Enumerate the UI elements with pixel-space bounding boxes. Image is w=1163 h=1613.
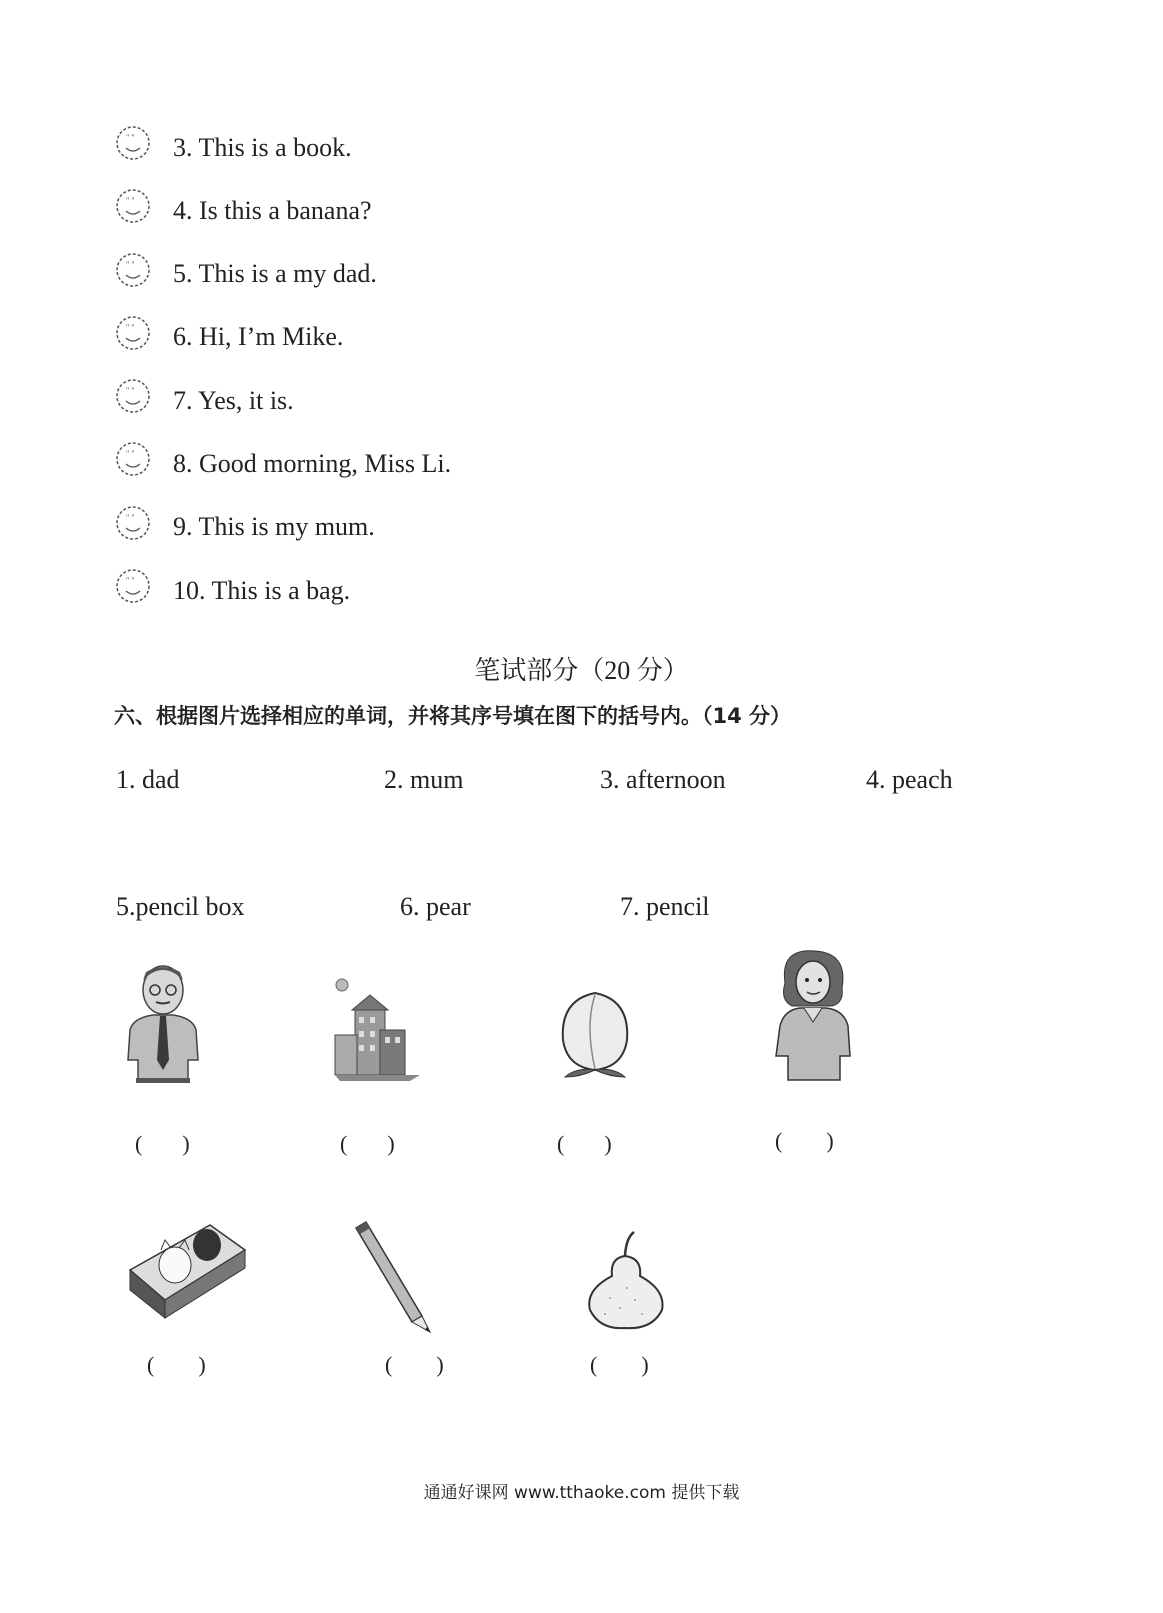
answer-paren[interactable]: ( ) bbox=[385, 1352, 444, 1377]
word-option: 5.pencil box bbox=[116, 892, 245, 921]
word-option: 2. mum bbox=[384, 765, 464, 794]
word-option: 6. pear bbox=[400, 892, 471, 921]
written-section-title: 笔试部分（20 分） bbox=[474, 656, 689, 685]
listening-item-6: 6. Hi, I’m Mike. bbox=[173, 322, 344, 351]
listening-item-8: 8. Good morning, Miss Li. bbox=[173, 449, 452, 478]
smiley-face-icon bbox=[114, 251, 152, 289]
smiley-face-icon bbox=[114, 124, 152, 162]
svg-text:" ": " " bbox=[126, 323, 135, 332]
pear-icon bbox=[580, 1228, 670, 1333]
answer-paren[interactable]: ( ) bbox=[135, 1131, 190, 1156]
word-option: 4. peach bbox=[866, 765, 953, 794]
svg-text:" ": " " bbox=[126, 513, 135, 522]
listening-item-5: 5. This is a my dad. bbox=[173, 259, 377, 288]
svg-text:" ": " " bbox=[126, 576, 135, 585]
dad-man-icon bbox=[118, 960, 208, 1085]
smiley-face-icon bbox=[114, 187, 152, 225]
smiley-face-icon bbox=[114, 440, 152, 478]
svg-text:" ": " " bbox=[126, 196, 135, 205]
svg-text:" ": " " bbox=[126, 260, 135, 269]
svg-text:" ": " " bbox=[126, 449, 135, 458]
svg-text:" ": " " bbox=[126, 133, 135, 142]
answer-paren[interactable]: ( ) bbox=[590, 1352, 649, 1377]
pencil-box-icon bbox=[125, 1210, 250, 1330]
footer: 通通好课网 www.tthaoke.com 提供下载 bbox=[423, 1483, 740, 1503]
peach-icon bbox=[555, 985, 635, 1080]
afternoon-buildings-icon bbox=[330, 975, 425, 1085]
listening-item-3: 3. This is a book. bbox=[173, 133, 352, 162]
answer-paren[interactable]: ( ) bbox=[340, 1131, 395, 1156]
mum-woman-icon bbox=[770, 948, 855, 1083]
pencil-icon bbox=[350, 1218, 440, 1338]
listening-item-9: 9. This is my mum. bbox=[173, 512, 375, 541]
word-option: 1. dad bbox=[116, 765, 180, 794]
listening-item-4: 4. Is this a banana? bbox=[173, 196, 372, 225]
answer-paren[interactable]: ( ) bbox=[775, 1128, 834, 1153]
section6-heading: 六、根据图片选择相应的单词，并将其序号填在图下的括号内。（14 分） bbox=[114, 704, 792, 728]
answer-paren[interactable]: ( ) bbox=[557, 1131, 612, 1156]
smiley-face-icon bbox=[114, 504, 152, 542]
smiley-face-icon bbox=[114, 377, 152, 415]
listening-item-10: 10. This is a bag. bbox=[173, 576, 351, 605]
listening-item-7: 7. Yes, it is. bbox=[173, 386, 294, 415]
answer-paren[interactable]: ( ) bbox=[147, 1352, 206, 1377]
smiley-face-icon bbox=[114, 567, 152, 605]
svg-text:" ": " " bbox=[126, 386, 135, 395]
word-option: 7. pencil bbox=[620, 892, 710, 921]
word-option: 3. afternoon bbox=[600, 765, 726, 794]
smiley-face-icon bbox=[114, 314, 152, 352]
